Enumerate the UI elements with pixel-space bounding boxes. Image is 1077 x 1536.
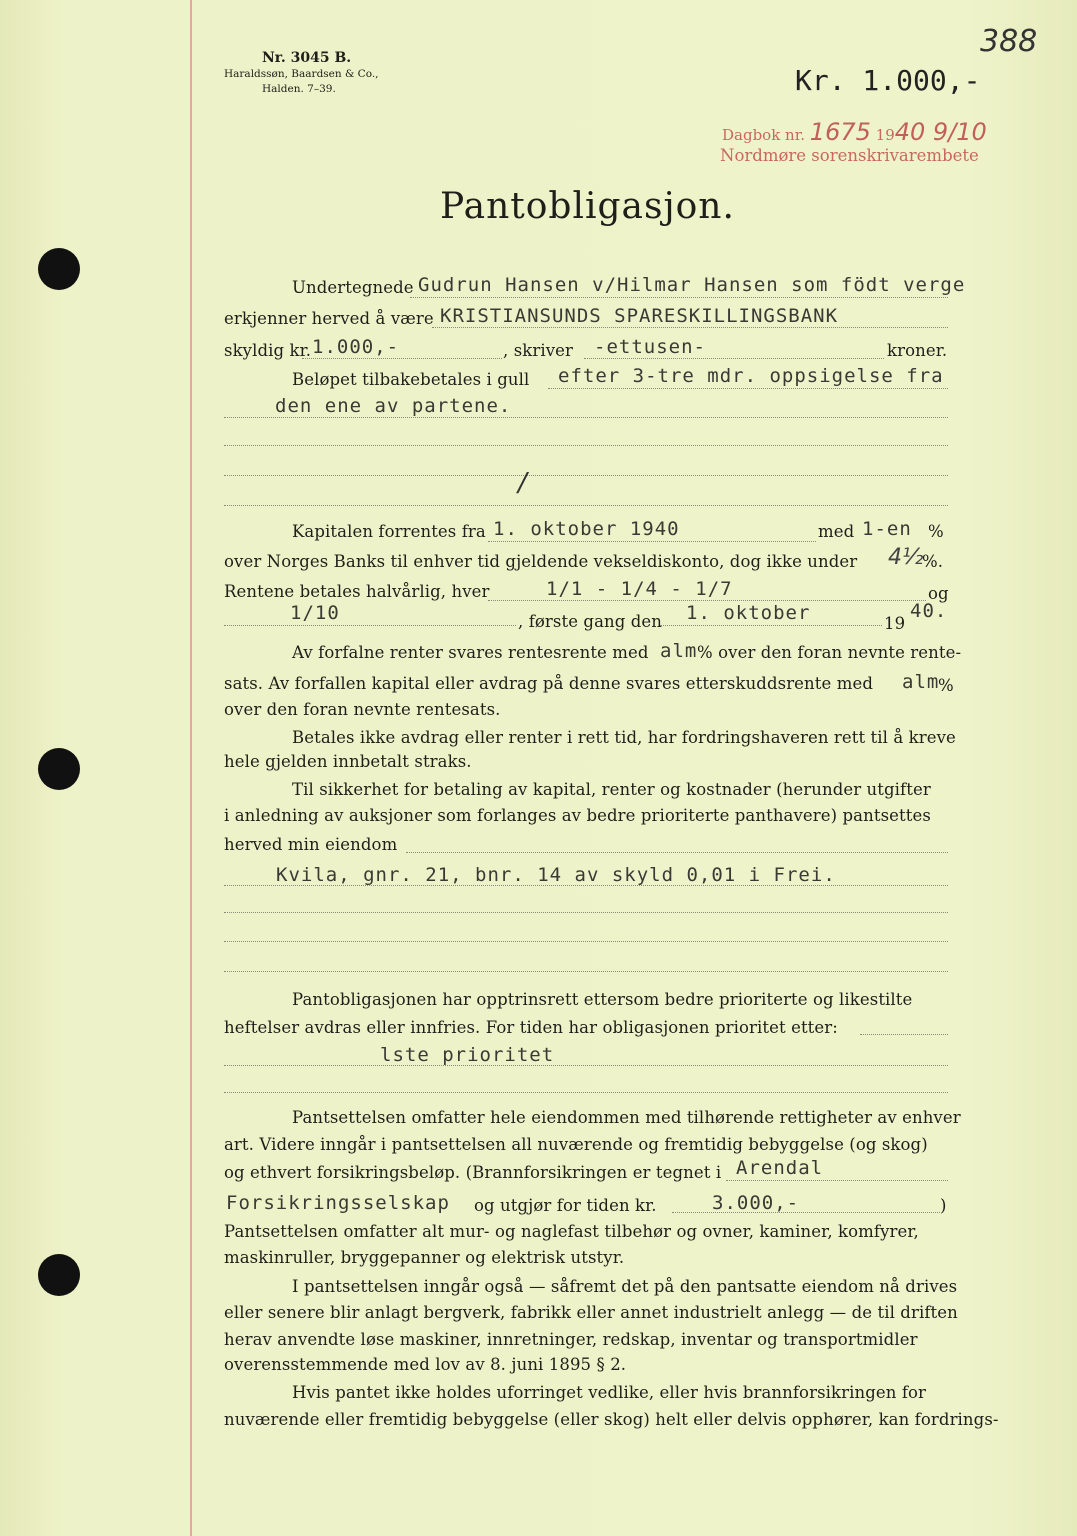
creditor-name: KRISTIANSUNDS SPARESKILLINGSBANK: [440, 305, 839, 327]
red-margin-line: [190, 0, 192, 1536]
page-number: 388: [980, 24, 1038, 59]
percent-sign: %.: [922, 552, 944, 571]
interest-dates-cont: 1/10: [290, 602, 340, 624]
dotted-line: [584, 358, 884, 359]
dotted-line: [224, 885, 948, 886]
kapitalen-label: Kapitalen forrentes fra: [292, 522, 486, 541]
dotted-line: [726, 1180, 948, 1181]
repayment-terms-cont: den ene av partene.: [275, 395, 512, 417]
undertegnede-label: Undertegnede: [292, 278, 414, 297]
closing-paren: ): [940, 1196, 947, 1215]
default-rate: alm: [660, 640, 698, 662]
prioritet-text: heftelser avdras eller innfries. For tiden har obligasjonen prioritet etter:: [224, 1018, 838, 1037]
dotted-line: [302, 358, 502, 359]
innbetalt-straks-text: hele gjelden innbetalt straks.: [224, 752, 472, 771]
priority-value: lste prioritet: [380, 1044, 555, 1066]
office-stamp: Nordmøre sorenskrivarembete: [720, 146, 979, 165]
dagbok-label: Dagbok nr.: [722, 126, 806, 144]
printer-line-2: Halden. 7–39.: [262, 83, 336, 95]
dotted-line: [224, 445, 948, 446]
amount: Kr. 1.000,-: [795, 64, 981, 97]
dotted-line: [860, 1034, 948, 1035]
percent-sign: %: [938, 676, 954, 695]
dotted-line: [488, 600, 926, 601]
dotted-line: [432, 327, 948, 328]
amount-in-words: -ettusen-: [594, 336, 706, 358]
minimum-rate: 4½: [888, 545, 924, 570]
inngaar-ogsaa-text: I pantsettelsen inngår også — såfremt det på den pantsatte eiendom nå drives: [292, 1277, 958, 1296]
dotted-line: [406, 852, 948, 853]
dotted-line: [224, 1065, 948, 1066]
punch-hole-bottom: [38, 1254, 80, 1296]
percent-sign: %: [928, 522, 944, 541]
dagbok-date: 40 9/10: [894, 118, 987, 146]
punch-hole-middle: [38, 748, 80, 790]
printer-line-1: Haraldssøn, Baardsen & Co.,: [224, 68, 379, 80]
vedlike-text: Hvis pantet ikke holdes uforringet vedlike, eller hvis brannforsikringen for: [292, 1383, 927, 1402]
brannforsikring-text: og ethvert forsikringsbeløp. (Brannforsikringen er tegnet i: [224, 1163, 722, 1182]
erkjenner-label: erkjenner herved å være: [224, 309, 434, 328]
forfalne-renter-rest: % over den foran nevnte rente-: [697, 643, 962, 662]
maskiner-text: herav anvendte løse maskiner, innretninger, redskap, inventar og transportmidler: [224, 1330, 918, 1349]
forfallen-kapital-text: sats. Av forfallen kapital eller avdrag på denne svares etterskuddsrente med: [224, 674, 873, 693]
first-payment-year: 40.: [910, 600, 948, 622]
dotted-line: [488, 541, 816, 542]
kroner-label: kroner.: [887, 341, 948, 360]
property-description: Kvila, gnr. 21, bnr. 14 av skyld 0,01 i Frei.: [276, 864, 836, 886]
skriver-label: , skriver: [503, 341, 573, 360]
tilbakebetales-label: Beløpet tilbakebetales i gull: [292, 370, 530, 389]
dotted-line: [224, 912, 948, 913]
lov-text: overensstemmende med lov av 8. juni 1895 § 2.: [224, 1355, 627, 1374]
form-number: Nr. 3045 B.: [262, 50, 352, 66]
utgjor-text: og utgjør for tiden kr.: [474, 1196, 657, 1215]
rentene-betales-label: Rentene betales halvårlig, hver: [224, 582, 490, 601]
og-label: og: [928, 584, 949, 603]
late-rate: alm: [902, 671, 940, 693]
year-prefix: 19: [884, 614, 906, 633]
dotted-line: [660, 625, 882, 626]
dotted-line: [224, 941, 948, 942]
document-title: Pantobligasjon.: [440, 186, 735, 227]
insurer-name: Arendal: [736, 1157, 824, 1179]
opptrinsrett-text: Pantobligasjonen har opptrinsrett ettersom bedre prioriterte og likestilte: [292, 990, 913, 1009]
pantsettelsen-text-1: Pantsettelsen omfatter hele eiendommen med tilhørende rettigheter av enhver: [292, 1108, 961, 1127]
min-eiendom-text: herved min eiendom: [224, 835, 398, 854]
dotted-line: [224, 1092, 948, 1093]
dotted-line: [224, 417, 948, 418]
dotted-line: [410, 297, 948, 298]
skyldig-amount: 1.000,-: [312, 336, 400, 358]
interest-start-date: 1. oktober 1940: [493, 518, 680, 540]
debtor-name: Gudrun Hansen v/Hilmar Hansen som födt verge: [418, 274, 966, 296]
forste-gang-label: , første gang den: [518, 612, 663, 631]
opphorer-text: nuværende eller fremtidig bebyggelse (eller skog) helt eller delvis opphører, kan fordrings-: [224, 1410, 999, 1429]
interest-dates: 1/1 - 1/4 - 1/7: [546, 578, 733, 600]
dotted-line: [548, 388, 948, 389]
tilbehor-text: Pantsettelsen omfatter alt mur- og naglefast tilbehør og ovner, kaminer, komfyrer,: [224, 1222, 919, 1241]
auksjoner-text: i anledning av auksjoner som forlanges av bedre prioriterte panthavere) pantsettes: [224, 806, 931, 825]
med-label: med: [818, 522, 855, 541]
dagbok-stamp: [722, 118, 987, 146]
first-payment-date: 1. oktober: [686, 602, 811, 624]
repayment-terms: efter 3-tre mdr. oppsigelse fra: [558, 365, 944, 387]
dotted-line: [224, 505, 948, 506]
insurer-name-cont: Forsikringsselskap: [226, 1192, 450, 1214]
slash-mark: /: [518, 468, 527, 498]
dagbok-number: 1675: [809, 118, 871, 146]
punch-hole-top: [38, 248, 80, 290]
dotted-line: [672, 1212, 940, 1213]
vekseldiskonto-text: over Norges Banks til enhver tid gjeldende vekseldiskonto, dog ikke under: [224, 552, 858, 571]
dotted-line: [224, 475, 948, 476]
interest-margin: 1-en: [862, 518, 912, 540]
sikkerhet-text: Til sikkerhet for betaling av kapital, renter og kostnader (herunder utgifter: [292, 780, 931, 799]
dotted-line: [224, 971, 948, 972]
pantsettelsen-text-2: art. Videre inngår i pantsettelsen all nuværende og fremtidig bebyggelse (og skog): [224, 1135, 928, 1154]
betales-ikke-text: Betales ikke avdrag eller renter i rett tid, har fordringshaveren rett til å kreve: [292, 728, 956, 747]
utstyr-text: maskinruller, bryggepanner og elektrisk utstyr.: [224, 1248, 625, 1267]
rentesats-text: over den foran nevnte rentesats.: [224, 700, 501, 719]
bergverk-text: eller senere blir anlagt bergverk, fabrikk eller annet industrielt anlegg — de til driften: [224, 1303, 958, 1322]
skyldig-label: skyldig kr.: [224, 341, 312, 360]
dagbok-year-prefix: 19: [875, 126, 895, 144]
insured-amount: 3.000,-: [712, 1192, 800, 1214]
forfalne-renter-text: Av forfalne renter svares rentesrente med: [292, 643, 649, 662]
dotted-line: [224, 625, 516, 626]
